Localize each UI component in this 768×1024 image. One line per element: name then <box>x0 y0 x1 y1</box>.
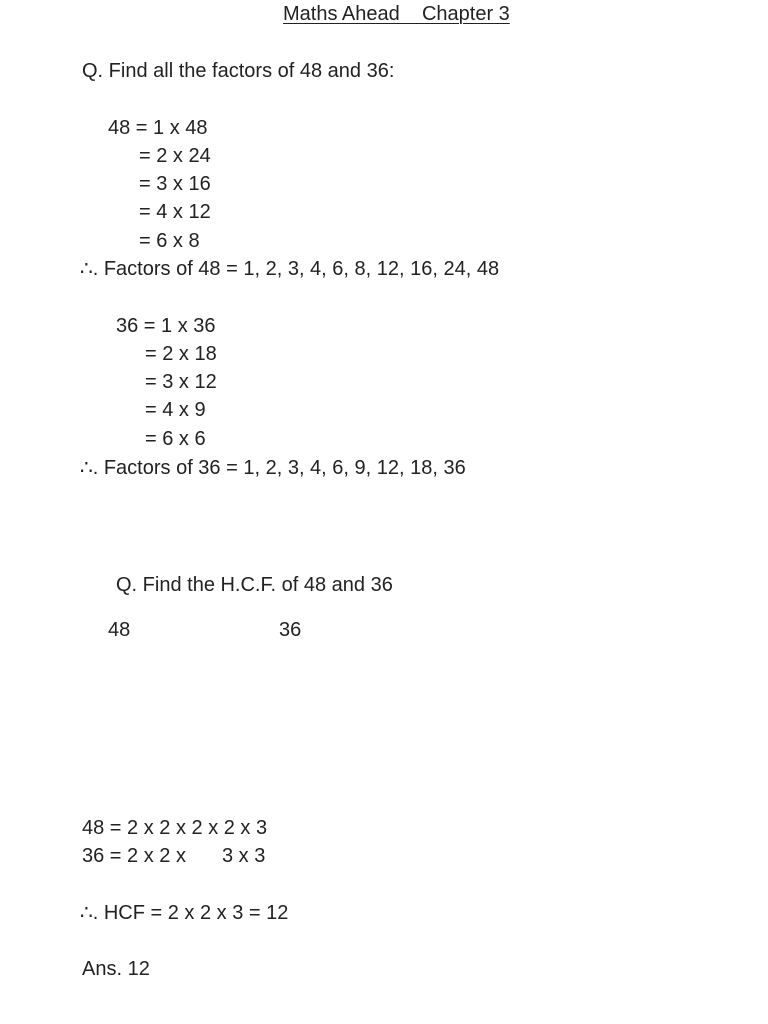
factor-pair-48-line: = 4 x 12 <box>139 201 211 223</box>
number-36-label: 36 <box>279 619 302 641</box>
factor-pair-36-line: 36 = 1 x 36 <box>116 315 216 337</box>
factor-pair-36-line: = 2 x 18 <box>145 343 217 365</box>
factor-pair-48-line: = 6 x 8 <box>139 230 200 252</box>
question-hcf: Q. Find the H.C.F. of 48 and 36 <box>116 574 393 596</box>
prime-factorization-36-part1: 36 = 2 x 2 x <box>82 845 186 867</box>
factor-pair-48-line: 48 = 1 x 48 <box>108 117 208 139</box>
factor-pair-36-line: = 6 x 6 <box>145 428 206 450</box>
final-answer: Ans. 12 <box>82 958 150 980</box>
page-header: Maths Ahead Chapter 3 <box>283 3 510 25</box>
hcf-result: ∴. HCF = 2 x 2 x 3 = 12 <box>80 902 289 924</box>
prime-factorization-36-part2: 3 x 3 <box>222 845 266 867</box>
factor-pair-36-line: = 3 x 12 <box>145 371 217 393</box>
factor-pair-48-line: = 2 x 24 <box>139 145 211 167</box>
prime-factorization-48: 48 = 2 x 2 x 2 x 2 x 3 <box>82 817 268 839</box>
factors-of-48-conclusion: ∴. Factors of 48 = 1, 2, 3, 4, 6, 8, 12, 16, 24, 48 <box>80 258 500 280</box>
factor-pair-48-line: = 3 x 16 <box>139 173 211 195</box>
factors-of-36-conclusion: ∴. Factors of 36 = 1, 2, 3, 4, 6, 9, 12, 18, 36 <box>80 457 466 479</box>
factor-pair-36-line: = 4 x 9 <box>145 399 206 421</box>
number-48-label: 48 <box>108 619 131 641</box>
question-factors: Q. Find all the factors of 48 and 36: <box>82 60 395 82</box>
